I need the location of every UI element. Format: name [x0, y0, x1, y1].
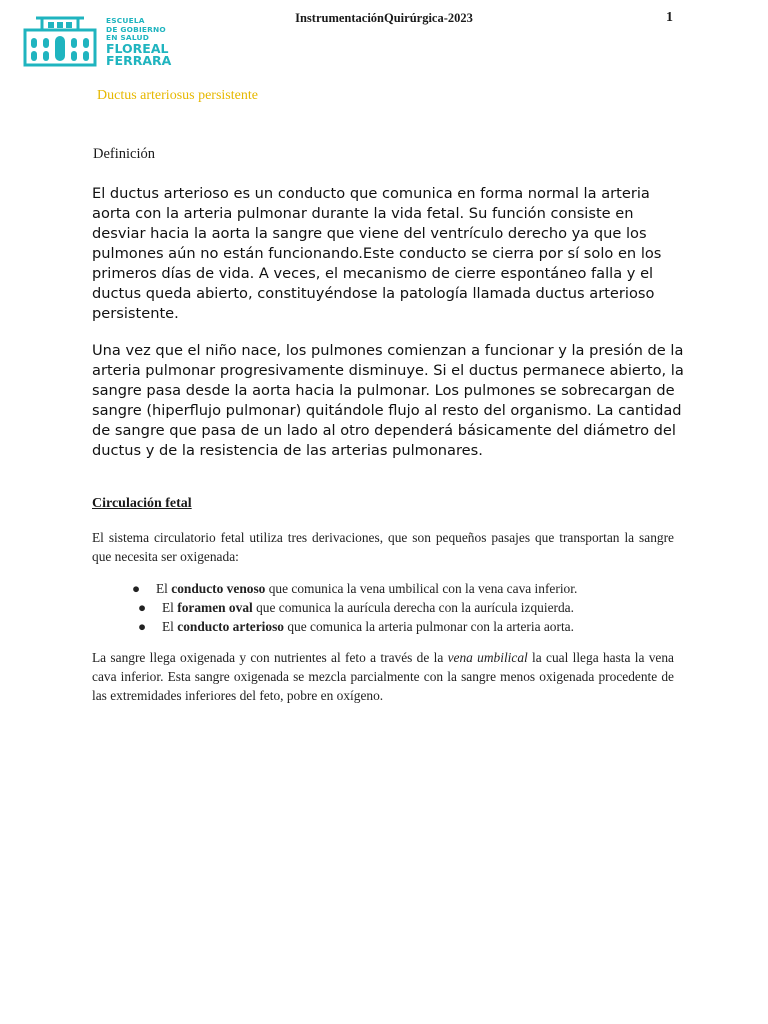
logo-line: EN SALUD [106, 33, 150, 43]
shunt-list [132, 579, 692, 636]
bullet-icon: ● [138, 600, 147, 615]
definition-heading: Definición [93, 146, 156, 162]
document-title: Ductus arteriosus persistente [97, 88, 258, 103]
bold-term: foramen oval [177, 600, 253, 615]
page-number: 1 [666, 10, 673, 25]
list-item: ● El conducto venoso que comunica la vena umbilical con la vena cava inferior. [132, 581, 578, 596]
paragraph-fetal-intro: El sistema circulatorio fetal utiliza tres derivaciones, que son pequeños pasajes que transportan la sangre que necesita ser oxigenada: [92, 530, 674, 564]
bullet-icon: ● [138, 619, 147, 634]
bold-term: conducto arterioso [177, 619, 284, 634]
paragraph-after-birth: Una vez que el niño nace, los pulmones comienzan a funcionar y la presión de la arteria pulmonar progresivamente disminuye. Si el ductus permanece abierto, la sangre pasa desde la aorta hacia la pulmonar. Los pulmones se sobrecargan de sangre (hiperflujo pulmonar) quitándole flujo al resto del organismo. La cantidad de sangre que pasa de un lado al otro dependerá básicamente del diámetro del ductus y de la resistencia de las arterias pulmonares. [92, 342, 684, 459]
list-item: ● El conducto arterioso que comunica la arteria pulmonar con la arteria aorta. [138, 619, 574, 634]
header-title: InstrumentaciónQuirúrgica-2023 [295, 11, 473, 25]
logo-line: ESCUELA [106, 16, 145, 25]
section-heading: Circulación fetal [92, 496, 192, 511]
bold-term: conducto venoso [171, 581, 266, 596]
logo-line-big: FLOREAL [106, 40, 169, 56]
italic-term: vena umbilical [447, 650, 528, 665]
logo-line-big: FERRARA [106, 53, 172, 69]
logo-line: DE GOBIERNO [106, 24, 166, 34]
paragraph-definition: El ductus arterioso es un conducto que comunica en forma normal la arteria aorta con la arteria pulmonar durante la vida fetal. Su función consiste en desviar hacia la aorta la sangre que viene del ventrículo derecho ya que los pulmones aún no están funcionando.Este conducto se cierra por sí solo en los primeros días de vida. A veces, el mecanismo de cierre espontáneo falla y el ductus queda abierto, constituyéndose la patología llamada ductus arterioso persistente. [92, 185, 662, 322]
list-item: ● El foramen oval que comunica la aurícula derecha con la aurícula izquierda. [138, 600, 574, 615]
paragraph-umbilical: La sangre llega oxigenada y con nutrientes al feto a través de la vena umbilical la cual llega hasta la vena cava inferior. Esta sangre oxigenada se mezcla parcialmente con la sangre menos oxigenada procedente de las extremidades inferiores del feto, pobre en oxígeno. [92, 650, 674, 703]
bullet-icon: ● [132, 581, 141, 596]
